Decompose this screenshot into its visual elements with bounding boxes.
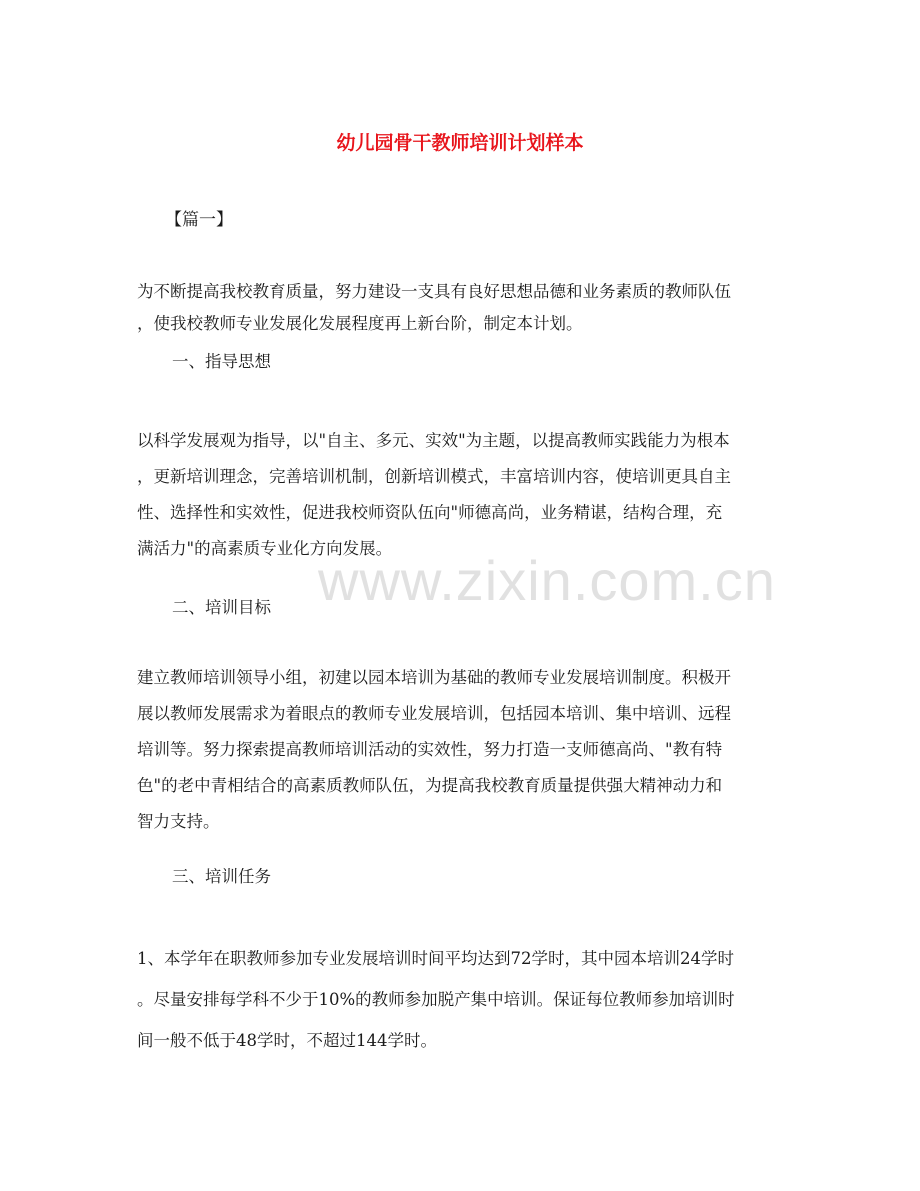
heading-training-goals: 二、培训目标	[172, 598, 271, 617]
section-tag: 【篇一】	[165, 210, 233, 230]
intro-line: ，使我校教师专业发展化发展程度再上新台阶，制定本计划。	[137, 314, 583, 333]
paragraph-line: 培训等。努力探索提高教师培训活动的实效性，努力打造一支师德高尚、"教有特	[137, 740, 723, 759]
paragraph-line: 间一般不低于48学时，不超过144学时。	[137, 1031, 437, 1050]
paragraph-line: 满活力"的高素质专业化方向发展。	[137, 539, 393, 558]
heading-training-tasks: 三、培训任务	[172, 867, 271, 886]
document-title: 幼儿园骨干教师培训计划样本	[336, 132, 584, 154]
paragraph-line: ，更新培训理念，完善培训机制，创新培训模式，丰富培训内容，使培训更具自主	[137, 467, 731, 486]
paragraph-line: 智力支持。	[137, 812, 220, 831]
intro-line: 为不断提高我校教育质量，努力建设一支具有良好思想品德和业务素质的教师队伍	[137, 282, 731, 301]
paragraph-line: 色"的老中青相结合的高素质教师队伍，为提高我校教育质量提供强大精神动力和	[137, 776, 723, 795]
paragraph-line: 以科学发展观为指导，以"自主、多元、实效"为主题，以提高教师实践能力为根本	[137, 431, 730, 450]
paragraph-line: 。尽量安排每学科不少于10%的教师参加脱产集中培训。保证每位教师参加培训时	[137, 990, 735, 1009]
intro-paragraph	[137, 276, 787, 340]
paragraph-training-tasks	[137, 938, 787, 1061]
heading-guiding-ideology: 一、指导思想	[172, 352, 271, 371]
paragraph-line: 1、本学年在职教师参加专业发展培训时间平均达到72学时，其中园本培训24学时	[137, 949, 734, 968]
watermark: www.zixin.com.cn	[318, 549, 776, 612]
paragraph-line: 展以教师发展需求为着眼点的教师专业发展培训，包括园本培训、集中培训、远程	[137, 704, 731, 723]
paragraph-training-goals	[137, 660, 787, 840]
paragraph-line: 建立教师培训领导小组，初建以园本培训为基础的教师专业发展培训制度。积极开	[137, 668, 731, 687]
paragraph-line: 性、选择性和实效性，促进我校师资队伍向"师德高尚，业务精谌，结构合理，充	[137, 503, 723, 522]
paragraph-guiding-ideology	[137, 423, 787, 567]
